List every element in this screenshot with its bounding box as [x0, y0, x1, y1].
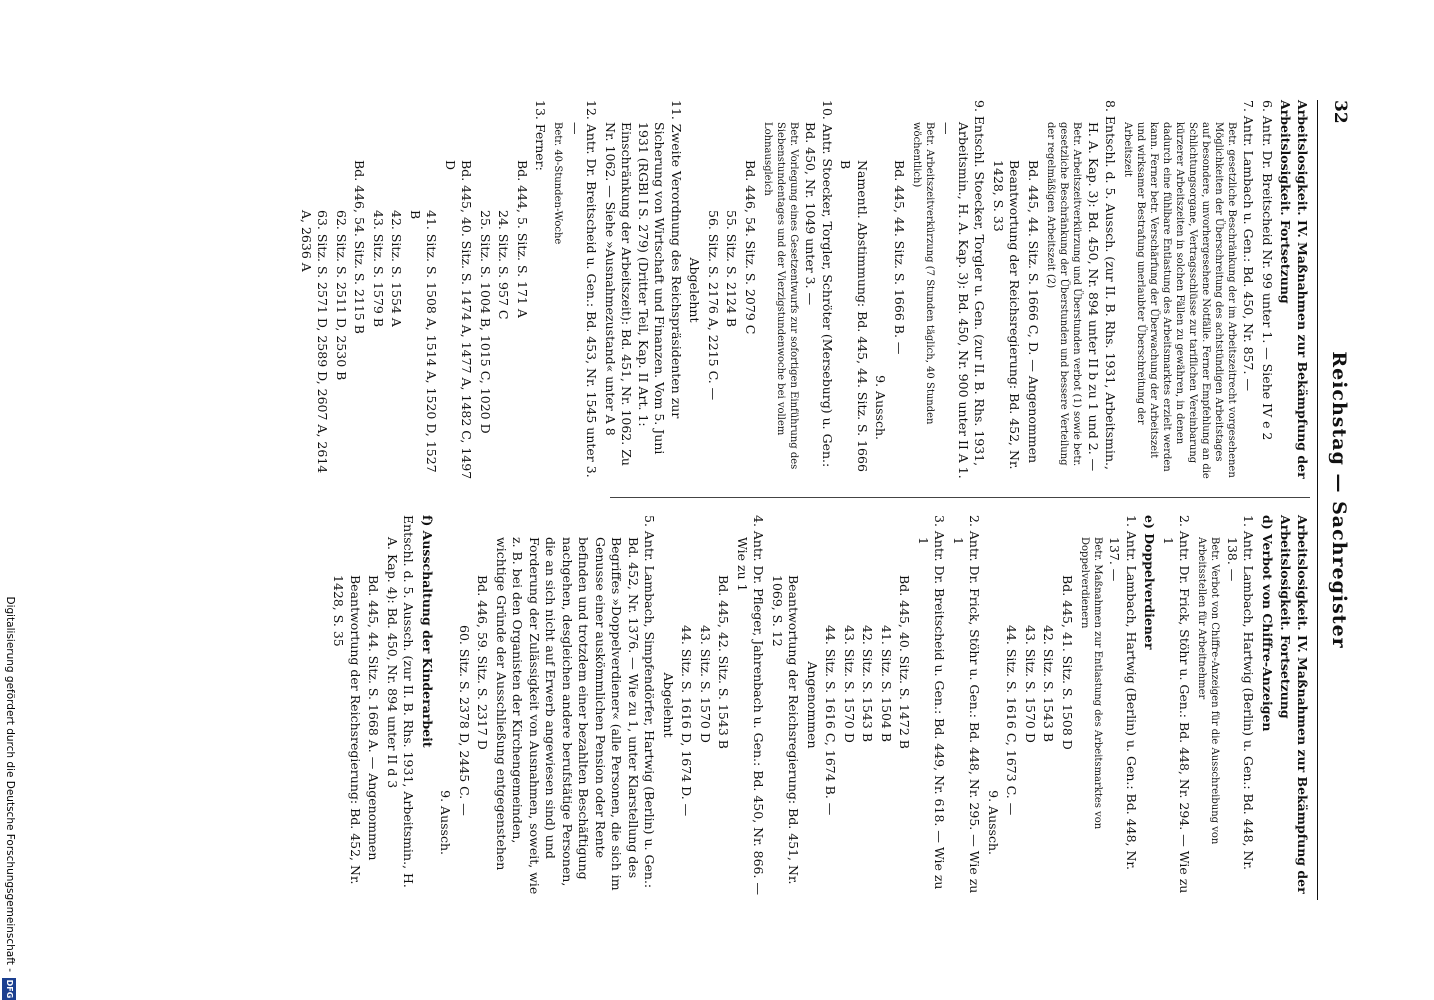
entry: 4. Antr. Dr. Pfleger, Jahrenbach u. Gen.: Bd. 450, Nr. 866. — Wie zu 1 — [735, 515, 767, 895]
entry-note: Betr. 40-Stunden-Woche — [552, 122, 564, 245]
entry-note: Betr. Arbeitszeitverkürzung und Überstunden verbot (1) sowie betr. gesetzliche Beschränkung der Überstunden und bessere Verteilung der regelmäßigen Arbeitszeit (2) — [1045, 122, 1082, 467]
entry: 6. Antr. Dr. Breitscheid Nr. 99 unter 1. — Siehe IV e 2 — [1260, 100, 1275, 441]
reference: 44. Sitz. S. 1616 C, 1673 C. — — [1004, 625, 1020, 816]
subsection-heading: d) Verbot von Chiffre-Anzeigen — [1260, 515, 1275, 732]
outcome: Angenommen — [805, 661, 820, 749]
entry: 13. Ferner: — [533, 100, 549, 171]
subsection-heading: e) Doppelverdiener — [1142, 515, 1158, 650]
reference: 42. Sitz. S. 1554 A — [389, 210, 405, 327]
entry: 1. Antr. Lambach, Hartwig (Berlin) u. Gen.: Bd. 448, Nr. 137. — — [1107, 515, 1139, 871]
entry: 5. Antr. Lambach, Simpfendörfer, Hartwig (Berlin) u. Gen.: Bd. 452, Nr. 1376. — Wie zu 1, unter Klarstellung des Begriffes »Doppelverdiener« (alle Personen, die sich im Genusse einer auskömmlichen Pension oder Rente befinden und trotzdem einer bezahlten Beschäftigung nachgehen, desgleichen andere berufstätige Personen, die an sich nicht auf Erwerb angewiesen sind) und Forderung der Zulässigkeit von Ausnahmen, soweit, wie z. B. bei den Organisten der Kirchengemeinden, wichtige Gründe der Ausschließung entgegenstehen — [494, 515, 658, 895]
reference: Bd. 445, 40. Sitz. S. 1474 A, 1477 A, 1482 C, 1497 D — [443, 160, 475, 480]
outcome: 9. Aussch. — [438, 790, 454, 855]
entry: 12. Antr. Dr. Breitscheid u. Gen.: Bd. 453, Nr. 1545 unter 3. — — [568, 100, 600, 478]
entry: Entschl. d. 5. Aussch. (zur II. B. Rhs. 1931, Arbeitsmin., H. A. Kap. 4): Bd. 450, Nr. 894 unter II d 3 — [385, 515, 417, 888]
entry: 1. Antr. Lambach, Hartwig (Berlin) u. Gen.: Bd. 448, Nr. 138. — — [1225, 515, 1257, 871]
reference: 43. Sitz. S. 1570 D — [1023, 625, 1038, 743]
reference: 43. Sitz. S. 1570 D — [842, 625, 857, 743]
section-heading: Arbeitslosigkeit. IV. Maßnahmen zur Bekämpfung der Arbeitslosigkeit. Fortsetzung — [1278, 515, 1310, 894]
entry-note: Betr. Verbot von Chiffre-Anzeigen für die Ausschreibung von Arbeitsstellen für Arbeitnehmer — [1196, 537, 1221, 845]
entry: 2. Antr. Dr. Frick, Stöhr u. Gen.: Bd. 448, Nr. 295. — Wie zu 1 — [951, 515, 983, 894]
entry: 2. Antr. Dr. Frick, Stöhr u. Gen.: Bd. 448, Nr. 294. — Wie zu 1 — [1161, 515, 1193, 894]
dfg-logo-icon: DFG — [2, 978, 16, 1000]
reference: Bd. 445, 40. Sitz. S. 1472 B — [897, 575, 913, 749]
reference: 25. Sitz. S. 1004 B, 1015 C, 1020 D — [478, 210, 493, 434]
footer-text: Digitalisierung gefördert durch die Deutsche Forschungsgemeinschaft - — [4, 596, 16, 972]
subsection-heading: f) Ausschaltung der Kinderarbeit — [420, 515, 435, 748]
header-rule — [1317, 100, 1318, 900]
page-title: Reichstag — Sachregister — [1328, 351, 1350, 649]
reference: 55. Sitz. S. 2124 B — [724, 210, 740, 328]
reference: 62. Sitz. S. 2511 D, 2530 B — [334, 210, 349, 381]
answer: Beantwortung der Reichsregierung: Bd. 452, Nr. 1428, S. 35 — [331, 575, 363, 885]
entry-note: Betr. Arbeitszeitverkürzung (7 Stunden täglich, 40 Stunden wöchentlich) — [911, 122, 935, 425]
reference: Bd. 446, 59. Sitz. S. 2317 D — [475, 575, 491, 750]
entry: 9. Entschl. Stoecker, Torgler u. Gen. (zur II. B. Rhs. 1931, Arbeitsmin., H. A. Kap. 3): Bd. 450, Nr. 900 unter II A 1. — — [939, 100, 988, 479]
entry: 7. Antr. Lambach u. Gen.: Bd. 450, Nr. 857. — — [1241, 100, 1257, 391]
reference: Bd. 446, 54. Sitz. S. 2115 B — [352, 160, 368, 334]
entry-note: Betr. gesetzliche Beschränkung der im Arbeitszeitrecht vorgesehenen Möglichkeiten der Überschreitung des achtstündigen Arbeitstages auf besondere, unvorhergesehene Notfälle. Ferner Empfehlung an die Schlichtungsorgane, Vertragsschlüsse zur tariflichen Vereinbarung kürzerer Arbeitszeiten in solchen Fällen zu gewähren, in denen dadurch eine fühlbare Entlastung des Arbeitsmarktes erzielt werden kann. Ferner betr. Verschärfung der Überwachung der Arbeitszeit und wirksamer Bestrafung unerlaubter Überschreitung der Arbeitszeit — [1122, 122, 1237, 479]
reference: 60. Sitz. S. 2378 D, 2445 C. — — [457, 625, 472, 816]
reference: 42. Sitz. S. 1543 B — [860, 625, 876, 743]
footer — [0, 0, 16, 1000]
reference: 24. Sitz. S. 957 C — [496, 210, 512, 320]
right-column — [328, 515, 1310, 895]
page-header — [1310, 100, 1350, 900]
outcome: Abgelehnt — [687, 257, 703, 323]
entry: 8. Entschl. d. 5. Aussch. (zur II. B. Rhs. 1931, Arbeitsmin., H. A. Kap. 3): Bd. 450, Nr. 894 unter II b zu 1 und 2. — — [1086, 100, 1118, 472]
page-number: 32 — [1330, 100, 1350, 124]
reference: 63. Sitz. S. 2571 D, 2589 D, 2607 A, 2614 A, 2636 A — [299, 210, 331, 474]
reference: Bd. 445, 44. Sitz. S. 1666 C, D. — Angenommen — [1026, 160, 1041, 464]
reference: 42. Sitz. S. 1543 B — [1041, 625, 1057, 743]
left-column — [296, 100, 1311, 480]
entry-note: Betr. Vorlegung eines Gesetzentwurfs zur sofortigen Einführung des Siebenstundentages und der Vierzigstundenwoche bei vollem Lohnausgleich — [762, 122, 799, 470]
answer: Beantwortung der Reichsregierung: Bd. 452, Nr. 1428, S. 33 — [991, 160, 1023, 470]
outcome: Abgelehnt — [661, 672, 676, 738]
reference: 41. Sitz. S. 1508 A, 1514 A, 1520 D, 1527 B — [408, 210, 440, 473]
section-heading: Arbeitslosigkeit. IV. Maßnahmen zur Bekämpfung der Arbeitslosigkeit. Fortsetzung — [1278, 100, 1310, 479]
reference: Bd. 445, 44. Sitz. S. 1668 A. — Angenommen — [366, 575, 382, 861]
reference: 43. Sitz. S. 1570 D — [698, 625, 713, 743]
entry-note: Betr. Maßnahmen zur Entlastung des Arbeitsmarktes von Doppelverdienern — [1079, 537, 1103, 830]
entry: 3. Antr. Dr. Breitscheid u. Gen.: Bd. 449, Nr. 618. — Wie zu 1 — [916, 515, 948, 890]
outcome: 9. Aussch. — [873, 375, 889, 440]
reference: 56. Sitz. S. 2176 A, 2215 C. — — [706, 210, 721, 401]
reference: Bd. 445, 44. Sitz. S. 1666 B. — — [892, 160, 907, 355]
reference: Bd. 446, 54. Sitz. S. 2079 C — [743, 160, 758, 335]
reference: Bd. 445, 42. Sitz. S. 1543 B — [716, 575, 732, 749]
reference: 44. Sitz. S. 1616 D, 1674 D. — — [679, 625, 695, 817]
reference: Bd. 445, 41. Sitz. S. 1508 D — [1060, 575, 1075, 750]
reference: Bd. 444, 5. Sitz. S. 171 A — [515, 160, 530, 318]
entry: 10. Antr. Stoecker, Torgler, Schröter (Merseburg) u. Gen.: Bd. 450, Nr. 1049 unter 3. — — [803, 100, 835, 468]
reference: Namentl. Abstimmung: Bd. 445, 44. Sitz. S. 1666 B — [838, 160, 870, 472]
column-divider — [610, 497, 1310, 498]
entry: 11. Zweite Verordnung des Reichspräsidenten zur Sicherung von Wirtschaft und Finanzen. Vom 5. Juni 1931 (RGBl I S. 279) (Dritter Teil, Kap. II Art. 1: Einschränkung der Arbeitszeit): Bd. 451, Nr. 1062. Zu Nr. 1062. — Siehe »Ausnahmezustand« unter A 8 — [603, 100, 684, 466]
outcome: 9. Aussch. — [986, 790, 1001, 855]
reference: 43. Sitz. S. 1579 B — [371, 210, 386, 328]
reference: 44. Sitz. S. 1616 C, 1674 B. — — [823, 625, 839, 816]
reference: 41. Sitz. S. 1504 B — [879, 625, 894, 743]
answer: Beantwortung der Reichsregierung: Bd. 451, Nr. 1069, S. 12 — [770, 575, 802, 885]
